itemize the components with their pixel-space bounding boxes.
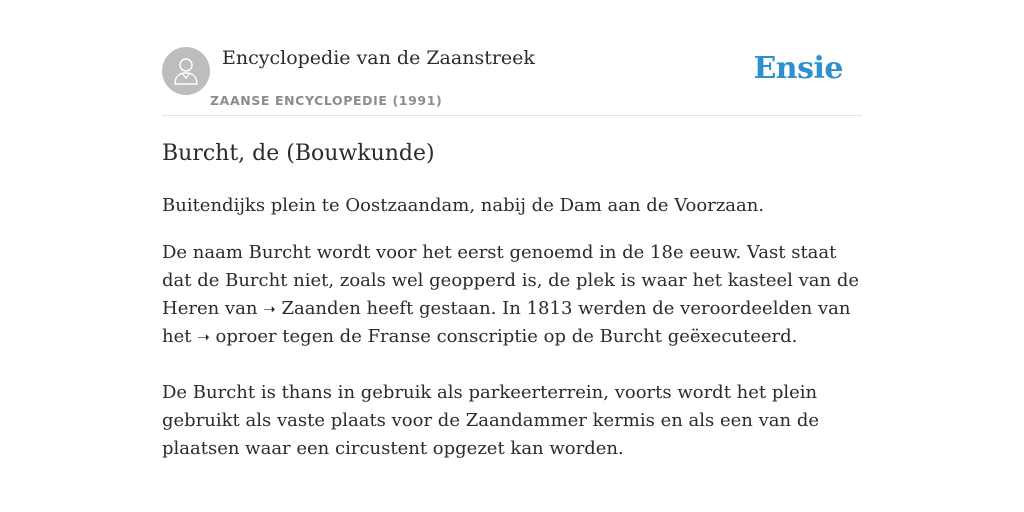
paragraph-text: heeft gestaan. In 1813 werden de veroordeelden van het [162,298,851,347]
source-avatar[interactable] [162,47,210,95]
entry-paragraph-2 [162,239,862,351]
entry-title: Burcht, de (Bouwkunde) [162,141,435,166]
link-arrow-icon: ➝ [197,328,210,346]
paragraph-text: De naam Burcht wordt voor het eerst genoemd in de 18e eeuw. Vast staat dat de Burcht niet, zoals wel geopperd is, de plek is waar het kasteel van de Heren van [162,242,859,319]
link-oproer[interactable]: oproer [215,326,277,347]
brand-logo[interactable]: Ensie [753,51,843,86]
source-title[interactable]: Encyclopedie van de Zaanstreek [222,47,535,69]
entry-header [162,0,862,116]
entry-paragraph-1: Buitendijks plein te Oostzaandam, nabij de Dam aan de Voorzaan. [162,195,765,216]
entry-body [162,192,862,463]
user-icon [173,56,199,86]
link-arrow-icon: ➝ [263,300,276,318]
paragraph-text: tegen de Franse conscriptie op de Burcht geëxecuteerd. [276,326,798,347]
entry-paragraph-3: De Burcht is thans in gebruik als parkeerterrein, voorts wordt het plein gebruikt als vaste plaats voor de Zaandammer kermis en als een van de plaatsen waar een circustent opgezet kan worden. [162,382,820,459]
source-subtitle[interactable]: ZAANSE ENCYCLOPEDIE (1991) [210,93,443,108]
link-zaanden[interactable]: Zaanden [281,298,361,319]
entry-card [162,0,862,512]
